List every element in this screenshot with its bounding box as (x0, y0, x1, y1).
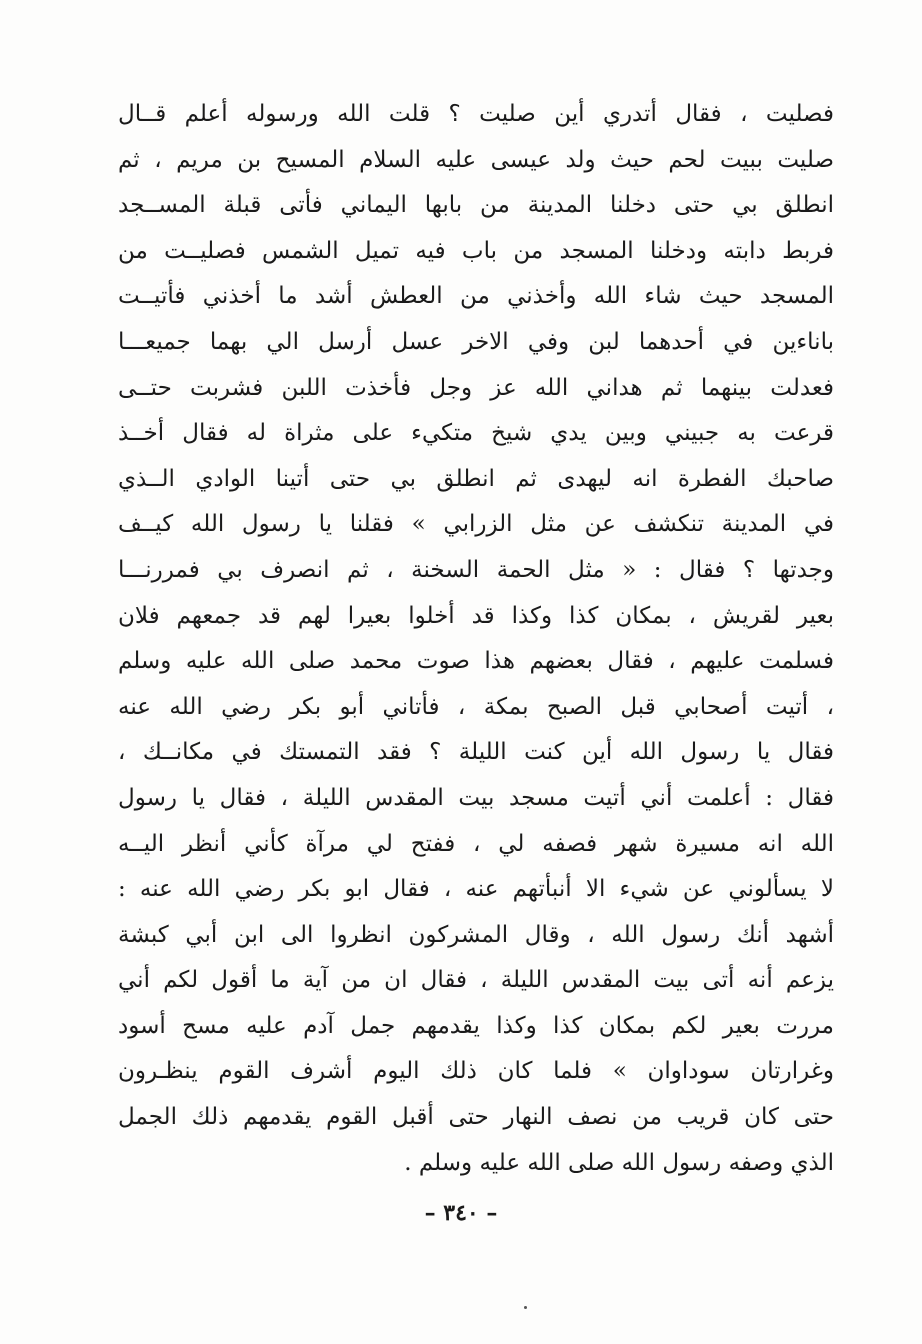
body-text (118, 92, 834, 1186)
text-line: الذي وصفه رسول الله صلى الله عليه وسلم . (404, 1149, 834, 1176)
text-line: المسجد حيث شاء الله وأخذني من العطش أشد ما أخذني فأتيــت (118, 283, 834, 310)
text-line: مررت بعير لكم بمكان كذا وكذا يقدمهم جمل آدم عليه مسح أسود (118, 1012, 834, 1039)
text-line: بعير لقريش ، بمكان كذا وكذا قد أخلوا بعيرا لهم قد جمعهم فلان (118, 602, 834, 629)
text-line: في المدينة تنكشف عن مثل الزرابي » فقلنا يا رسول الله كيــف (118, 511, 834, 538)
text-line: فصليت ، فقال أتدري أين صليت ؟ قلت الله ورسوله أعلم قــال (118, 101, 834, 127)
text-line: صاحبك الفطرة انه ليهدى ثم انطلق بي حتى أتينا الوادي الــذي (118, 465, 834, 492)
text-line: فعدلت بينهما ثم هداني الله عز وجل فأخذت اللبن فشربت حتــى (118, 374, 834, 401)
page-number: – ٣٤٠ – (424, 1200, 498, 1226)
text-line: فقال يا رسول الله أين كنت الليلة ؟ فقد التمستك في مكانــك ، (118, 739, 834, 766)
text-line: فسلمت عليهم ، فقال بعضهم هذا صوت محمد صلى الله عليه وسلم (118, 648, 834, 675)
text-line: باناءين في أحدهما لبن وفي الاخر عسل أرسل الي بهما جميعـــا (118, 328, 834, 355)
text-line: يزعم أنه أتى بيت المقدس الليلة ، فقال ان من آية ما أقول لكم أني (118, 967, 834, 994)
scan-speck (524, 1306, 527, 1309)
text-line: وغرارتان سوداوان » فلما كان ذلك اليوم أشرف القوم ينظـرون (118, 1058, 834, 1085)
text-line: لا يسألوني عن شيء الا أنبأتهم عنه ، فقال ابو بكر رضي الله عنه : (118, 876, 834, 903)
text-line: وجدتها ؟ فقال : « مثل الحمة السخنة ، ثم انصرف بي فمررنـــا (118, 556, 834, 583)
text-line: الله انه مسيرة شهر فصفه لي ، ففتح لي مرآة كأني أنظر اليــه (118, 830, 834, 857)
text-line: فربط دابته ودخلنا المسجد من باب فيه تميل الشمس فصليــت من (118, 237, 834, 264)
text-line: حتى كان قريب من نصف النهار حتى أقبل القوم يقدمهم ذلك الجمل (118, 1104, 834, 1131)
text-line: فقال : أعلمت أني أتيت مسجد بيت المقدس الليلة ، فقال يا رسول (118, 784, 834, 811)
text-line: ، أتيت أصحابي قبل الصبح بمكة ، فأتاني أبو بكر رضي الله عنه (118, 693, 834, 720)
text-line: صليت ببيت لحم حيث ولد عيسى عليه السلام المسيح بن مريم ، ثم (118, 146, 834, 173)
text-line: قرعت به جبيني وبين يدي شيخ متكيء على مثراة له فقال أخــذ (118, 420, 834, 447)
text-line: انطلق بي حتى دخلنا المدينة من بابها اليماني فأتى قبلة المســجد (118, 192, 834, 219)
text-line: أشهد أنك رسول الله ، وقال المشركون انظروا الى ابن أبي كبشة (118, 921, 834, 948)
